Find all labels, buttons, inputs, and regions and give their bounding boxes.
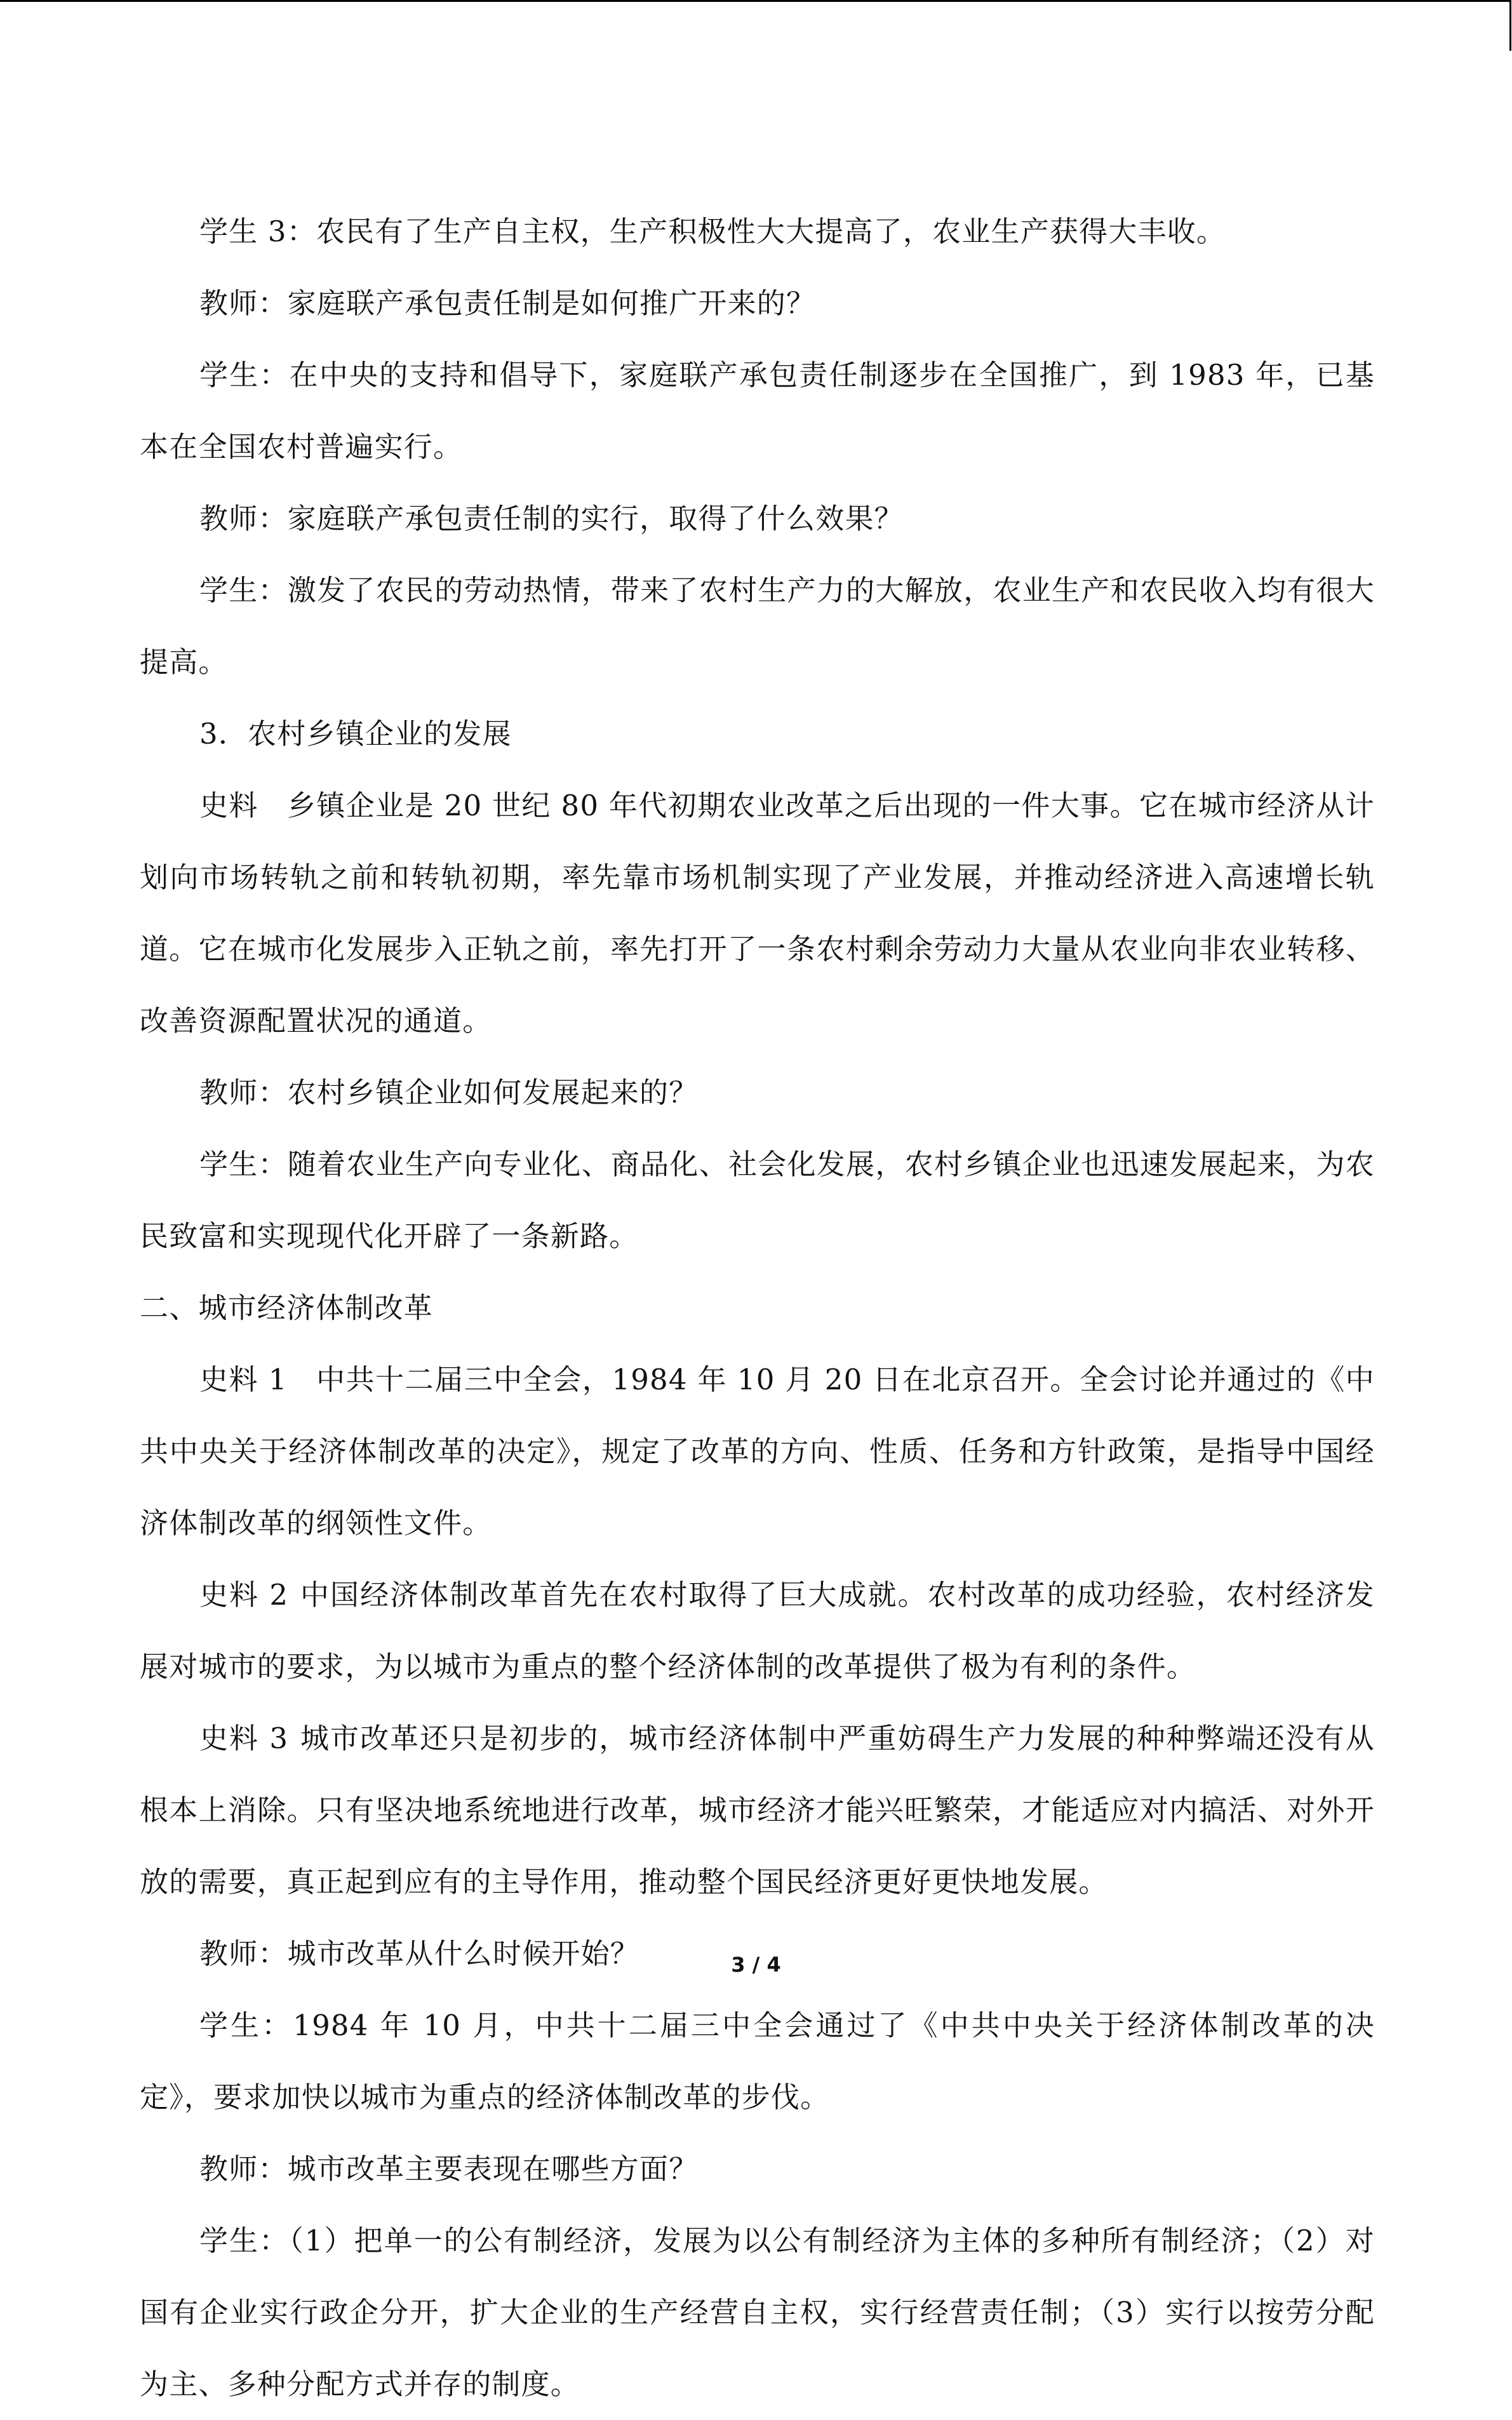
source-3-text: 城市改革还只是初步的，城市经济体制中严重妨碍生产力发展的种种弊端还没有从根本上消除。只有坚决地系统地进行改革，城市经济才能兴旺繁荣，才能适应对内搞活、对外开放的需要，真正起到应有的主导作用，推动整个国民经济更好更快地发展。: [140, 1721, 1375, 1899]
paragraph-student-answer-spread: 学生：在中央的支持和倡导下，家庭联产承包责任制逐步在全国推广，到 1983 年，已基本在全国农村普遍实行。: [140, 358, 1375, 464]
source-3-label: 史料 3: [199, 1721, 289, 1755]
page-right-border: [1509, 0, 1511, 51]
paragraph-teacher-question-township: 教师：农村乡镇企业如何发展起来的？: [199, 1076, 699, 1109]
paragraph-student-answer-township: 学生：随着农业生产向专业化、商品化、社会化发展，农村乡镇企业也迅速发展起来，为农民致富和实现现代化开辟了一条新路。: [140, 1147, 1375, 1253]
page-number: 3 / 4: [731, 1953, 781, 1977]
paragraph-source-1: [140, 1344, 1375, 1559]
subheading-township-enterprises: 3．农村乡镇企业的发展: [199, 717, 512, 751]
document-body: [140, 196, 1375, 2420]
page-top-border: [0, 0, 1511, 2]
paragraph-teacher-question-start: 教师：城市改革从什么时候开始？: [199, 1937, 640, 1970]
paragraph-student3-answer: 学生 3：农民有了生产自主权，生产积极性大大提高了，农业生产获得大丰收。: [199, 215, 1226, 248]
paragraph-teacher-question-aspects: 教师：城市改革主要表现在哪些方面？: [199, 2152, 699, 2186]
source-2-label: 史料 2: [199, 1578, 289, 1612]
paragraph-source-2: [140, 1559, 1375, 1702]
source-label: 史料: [199, 789, 258, 822]
paragraph-teacher-question-spread: 教师：家庭联产承包责任制是如何推广开来的？: [199, 286, 816, 320]
source-1-label: 史料 1: [199, 1363, 288, 1396]
source-1-text: 中共十二届三中全会，1984 年 10 月 20 日在北京召开。全会讨论并通过的《中共中央关于经济体制改革的决定》，规定了改革的方向、性质、任务和方针政策，是指导中国经济体制改革的纲领性文件。: [140, 1363, 1375, 1540]
paragraph-student-answer-start: 学生：1984 年 10 月，中共十二届三中全会通过了《中共中央关于经济体制改革的决定》，要求加快以城市为重点的经济体制改革的步伐。: [140, 2009, 1375, 2114]
source-text: 乡镇企业是 20 世纪 80 年代初期农业改革之后出现的一件大事。它在城市经济从计划向市场转轨之前和转轨初期，率先靠市场机制实现了产业发展，并推动经济进入高速增长轨道。它在城市化发展步入正轨之前，率先打开了一条农村剩余劳动力大量从农业向非农业转移、改善资源配置状况的通道。: [140, 789, 1375, 1038]
section-heading-urban-reform: 二、城市经济体制改革: [140, 1291, 434, 1325]
paragraph-student-answer-aspects: 学生：（1）把单一的公有制经济，发展为以公有制经济为主体的多种所有制经济；（2）对国有企业实行政企分开，扩大企业的生产经营自主权，实行经营责任制；（3）实行以按劳分配为主、多种分配方式并存的制度。: [140, 2224, 1375, 2401]
paragraph-historical-source: [140, 770, 1375, 1057]
paragraph-source-3: [140, 1702, 1375, 1918]
source-2-text: 中国经济体制改革首先在农村取得了巨大成就。农村改革的成功经验，农村经济发展对城市的要求，为以城市为重点的整个经济体制的改革提供了极为有利的条件。: [140, 1578, 1375, 1683]
paragraph-teacher-question-effect: 教师：家庭联产承包责任制的实行，取得了什么效果？: [199, 502, 904, 535]
paragraph-student-answer-effect: 学生：激发了农民的劳动热情，带来了农村生产力的大解放，农业生产和农民收入均有很大提高。: [140, 573, 1375, 679]
